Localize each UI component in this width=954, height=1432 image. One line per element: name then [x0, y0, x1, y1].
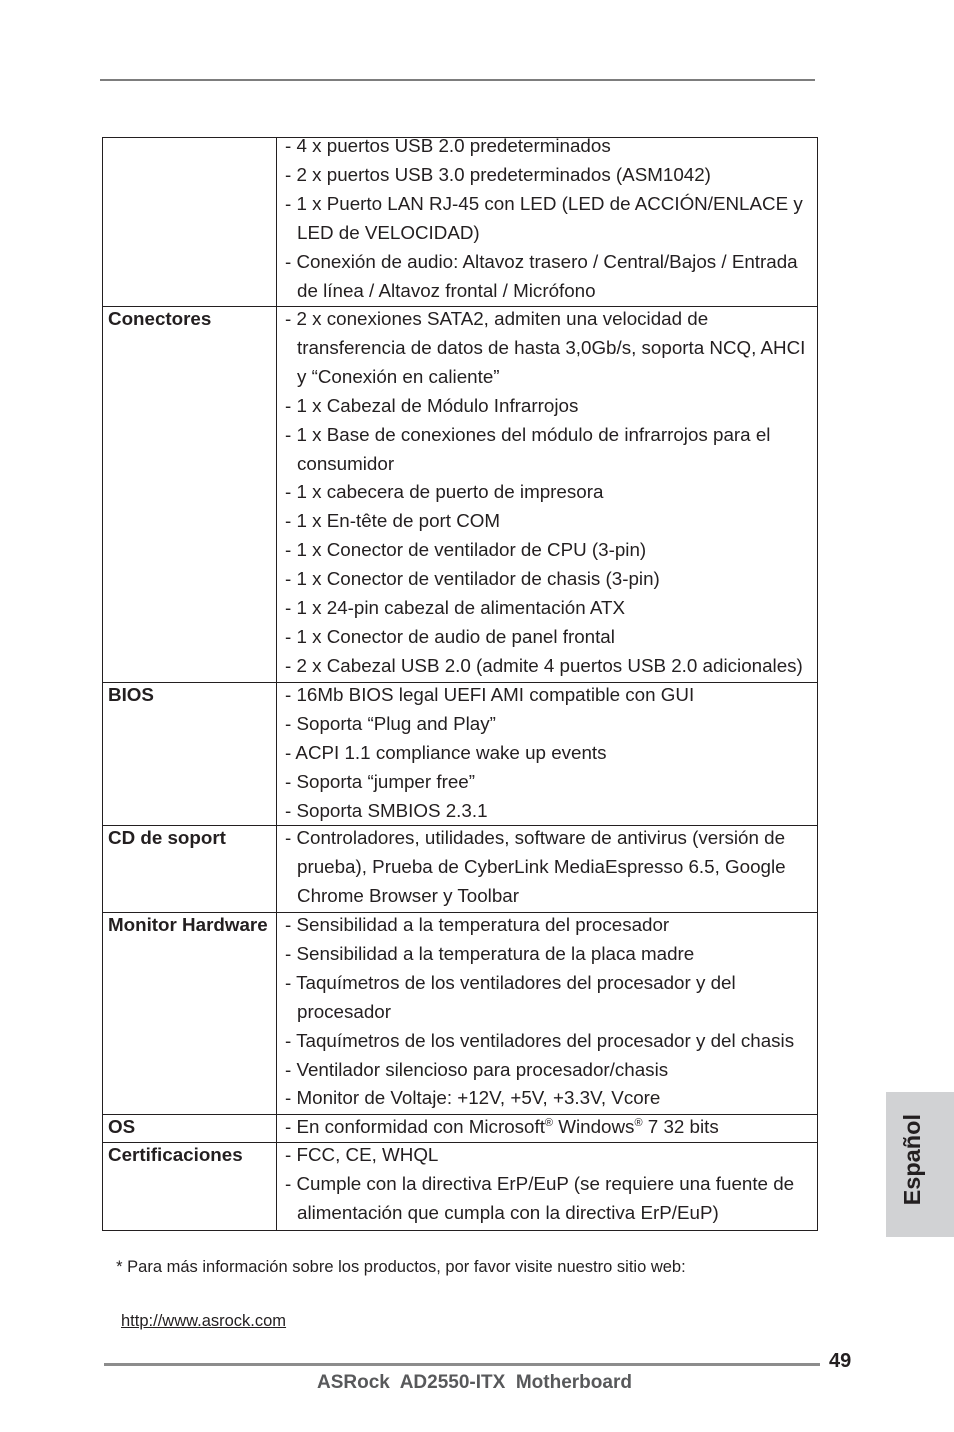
- spec-item-line: transferencia de datos de hasta 3,0Gb/s, soporta NCQ, AHCI: [297, 336, 806, 358]
- spec-label-cell: [103, 138, 277, 306]
- spec-item: [285, 1141, 817, 1170]
- spec-row-os: [103, 1115, 817, 1143]
- spec-item: [285, 507, 817, 536]
- spec-item: [285, 797, 817, 826]
- spec-value-cell: [277, 826, 817, 912]
- spec-item-line: - 1 x Conector de ventilador de CPU (3-pin): [285, 539, 647, 561]
- os-text-part: - En conformidad con Microsoft: [285, 1116, 545, 1137]
- footer-title: ASRock AD2550-ITX Motherboard: [317, 1372, 632, 1393]
- spec-item-line: - 1 x Base de conexiones del módulo de infrarrojos para el: [285, 423, 771, 445]
- registered-mark: ®: [634, 1117, 643, 1129]
- spec-label: Monitor Hardware: [108, 914, 268, 935]
- spec-item-line: - 2 x puertos USB 3.0 predeterminados (ASM1042): [285, 163, 711, 185]
- spec-item: [285, 652, 817, 681]
- spec-item: [285, 1113, 817, 1142]
- spec-item: [285, 1056, 817, 1085]
- os-text-part: 7 32 bits: [642, 1116, 719, 1137]
- spec-value-cell: [277, 913, 817, 1114]
- spec-label-cell: [103, 826, 277, 912]
- spec-item-line: - ACPI 1.1 compliance wake up events: [285, 741, 607, 763]
- spec-item: [285, 824, 817, 911]
- spec-item-line: y “Conexión en caliente”: [297, 365, 500, 387]
- top-rule: [100, 79, 815, 81]
- spec-item-line: prueba), Prueba de CyberLink MediaEspresso 6.5, Google: [297, 855, 786, 877]
- spec-item-line: alimentación que cumpla con la directiva ErP/EuP): [297, 1201, 719, 1223]
- spec-item-line: - 2 x Cabezal USB 2.0 (admite 4 puertos USB 2.0 adicionales): [285, 654, 803, 676]
- spec-table: [102, 137, 818, 1231]
- spec-row-connectors: [103, 307, 817, 683]
- spec-item-line: - Soporta “Plug and Play”: [285, 712, 496, 734]
- spec-item: [285, 940, 817, 969]
- spec-row-bios: [103, 683, 817, 826]
- spec-item-line: - 1 x Conector de audio de panel frontal: [285, 625, 615, 647]
- spec-value-cell: [277, 1143, 817, 1230]
- spec-label: OS: [108, 1116, 136, 1137]
- website-link[interactable]: http://www.asrock.com: [121, 1312, 287, 1330]
- spec-value-cell: [277, 683, 817, 825]
- spec-item-line: - Soporta SMBIOS 2.3.1: [285, 799, 488, 821]
- spec-item-line: - FCC, CE, WHQL: [285, 1144, 439, 1165]
- spec-item: [285, 536, 817, 565]
- spec-item: [285, 681, 817, 710]
- spec-item: [285, 1170, 817, 1228]
- spec-row-hardware-monitor: [103, 913, 817, 1115]
- spec-label-cell: [103, 1115, 277, 1142]
- spec-item-line: de línea / Altavoz frontal / Micrófono: [297, 279, 596, 301]
- footnote: [107, 1227, 686, 1362]
- spec-item-line: - 1 x Cabezal de Módulo Infrarrojos: [285, 394, 579, 416]
- spec-item-line: - 1 x cabecera de puerto de impresora: [285, 481, 604, 503]
- language-tab-label: Español: [899, 1114, 925, 1206]
- spec-label: CD de soport: [108, 827, 226, 848]
- spec-item: [285, 969, 817, 1027]
- spec-item-line: - Sensibilidad a la temperatura del procesador: [285, 914, 670, 935]
- language-tab: [886, 1092, 954, 1237]
- spec-label-cell: [103, 307, 277, 682]
- spec-row-certifications: [103, 1143, 817, 1231]
- spec-item-line: - Sensibilidad a la temperatura de la placa madre: [285, 942, 695, 964]
- spec-item: [285, 190, 817, 248]
- spec-item: [285, 623, 817, 652]
- spec-label: Conectores: [108, 308, 212, 329]
- spec-label: Certificaciones: [108, 1144, 243, 1165]
- spec-item-line: - Monitor de Voltaje: +12V, +5V, +3.3V, Vcore: [285, 1087, 661, 1109]
- spec-item-line: - 1 x Conector de ventilador de chasis (3-pin): [285, 568, 660, 590]
- spec-label-cell: [103, 1143, 277, 1230]
- spec-value-cell: [277, 1115, 817, 1142]
- spec-item: [285, 1027, 817, 1056]
- spec-item: [285, 248, 817, 306]
- spec-item-line: - Conexión de audio: Altavoz trasero / Central/Bajos / Entrada: [285, 250, 798, 272]
- spec-value-cell: [277, 307, 817, 682]
- spec-item-line: - Cumple con la directiva ErP/EuP (se requiere una fuente de: [285, 1172, 795, 1194]
- spec-item-line: - Controladores, utilidades, software de antivirus (versión de: [285, 827, 786, 848]
- spec-item: [285, 739, 817, 768]
- spec-item-line: - Ventilador silencioso para procesador/chasis: [285, 1058, 669, 1080]
- spec-item: [285, 911, 817, 940]
- spec-item: [285, 478, 817, 507]
- spec-item: [285, 710, 817, 739]
- spec-item-line: - 1 x En-tête de port COM: [285, 510, 501, 532]
- spec-item: [285, 1084, 817, 1113]
- page-number: 49: [829, 1350, 852, 1372]
- spec-item: [285, 594, 817, 623]
- spec-item-line: LED de VELOCIDAD): [297, 221, 480, 243]
- spec-item: [285, 132, 817, 161]
- spec-item-line: consumidor: [297, 452, 395, 474]
- footnote-text: * Para más información sobre los productos, por favor visite nuestro sitio web:: [116, 1258, 686, 1276]
- spec-item: [285, 305, 817, 392]
- spec-item-line: - 2 x conexiones SATA2, admiten una velocidad de: [285, 308, 709, 329]
- spec-value-cell: [277, 135, 817, 306]
- spec-item-line: Chrome Browser y Toolbar: [297, 884, 519, 906]
- spec-item-line: - 4 x puertos USB 2.0 predeterminados: [285, 135, 611, 156]
- spec-item: [285, 565, 817, 594]
- spec-item: [285, 392, 817, 421]
- spec-item-line: - 1 x 24-pin cabezal de alimentación ATX: [285, 597, 625, 619]
- spec-item-line: procesador: [297, 1000, 391, 1022]
- spec-item-line: - 1 x Puerto LAN RJ-45 con LED (LED de ACCIÓN/ENLACE y: [285, 192, 803, 214]
- spec-label-cell: [103, 683, 277, 825]
- spec-row-support-cd: [103, 826, 817, 913]
- spec-item-line: - Taquímetros de los ventiladores del procesador y del: [285, 971, 736, 993]
- spec-item: [285, 161, 817, 190]
- spec-item: [285, 768, 817, 797]
- spec-item-line: - 16Mb BIOS legal UEFI AMI compatible con GUI: [285, 684, 695, 705]
- spec-item-line: - Soporta “jumper free”: [285, 770, 475, 792]
- spec-label-cell: [103, 913, 277, 1114]
- registered-mark: ®: [544, 1117, 554, 1129]
- spec-item: [285, 421, 817, 479]
- spec-item-line: - Taquímetros de los ventiladores del procesador y del chasis: [285, 1029, 795, 1051]
- spec-label: BIOS: [108, 684, 154, 705]
- spec-row-io-ports: [103, 135, 817, 307]
- spec-item-line: [285, 1113, 817, 1142]
- footer-rule: [104, 1363, 820, 1366]
- os-text-part: Windows: [553, 1116, 635, 1137]
